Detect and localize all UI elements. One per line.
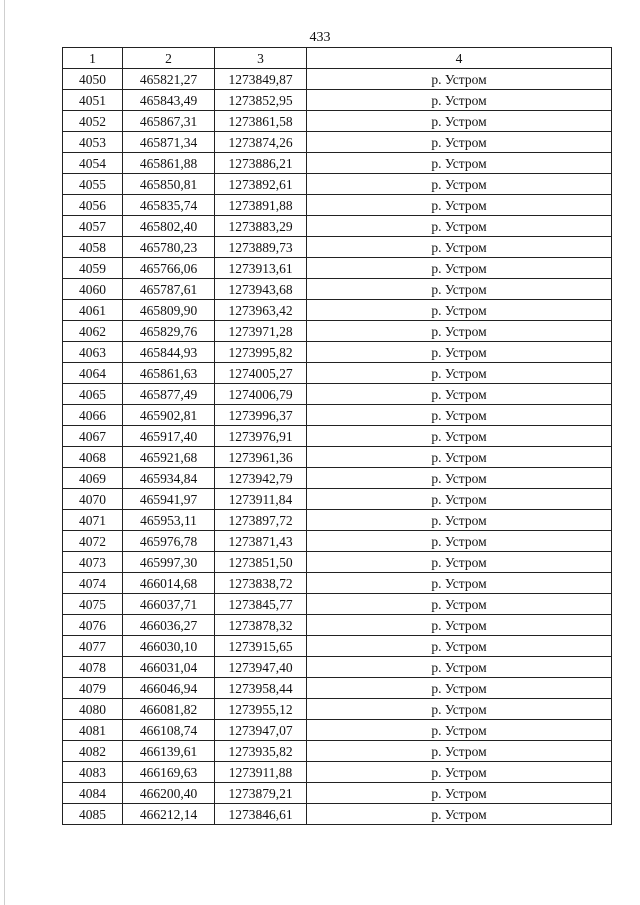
column-header-3: 3 (215, 48, 307, 69)
table-row (63, 132, 612, 153)
y-coordinate-cell: 1273878,32 (215, 615, 307, 636)
x-coordinate-cell: 465787,61 (123, 279, 215, 300)
table-row (63, 153, 612, 174)
x-coordinate-cell: 465871,34 (123, 132, 215, 153)
y-coordinate-cell: 1273935,82 (215, 741, 307, 762)
x-coordinate-cell: 465829,76 (123, 321, 215, 342)
y-coordinate-cell: 1273892,61 (215, 174, 307, 195)
y-coordinate-cell: 1273883,29 (215, 216, 307, 237)
y-coordinate-cell: 1273889,73 (215, 237, 307, 258)
description-cell: р. Устром (307, 804, 612, 825)
table-row (63, 741, 612, 762)
description-cell: р. Устром (307, 279, 612, 300)
point-number-cell: 4076 (63, 615, 123, 636)
x-coordinate-cell: 465766,06 (123, 258, 215, 279)
coordinates-table (62, 47, 612, 825)
y-coordinate-cell: 1273897,72 (215, 510, 307, 531)
table-body (63, 69, 612, 825)
column-header-1: 1 (63, 48, 123, 69)
description-cell: р. Устром (307, 657, 612, 678)
y-coordinate-cell: 1273942,79 (215, 468, 307, 489)
table-row (63, 552, 612, 573)
table-row (63, 447, 612, 468)
x-coordinate-cell: 465802,40 (123, 216, 215, 237)
table-row (63, 363, 612, 384)
point-number-cell: 4077 (63, 636, 123, 657)
y-coordinate-cell: 1273955,12 (215, 699, 307, 720)
y-coordinate-cell: 1273996,37 (215, 405, 307, 426)
table-row (63, 783, 612, 804)
description-cell: р. Устром (307, 615, 612, 636)
table-row (63, 510, 612, 531)
description-cell: р. Устром (307, 468, 612, 489)
description-cell: р. Устром (307, 111, 612, 132)
y-coordinate-cell: 1273852,95 (215, 90, 307, 111)
y-coordinate-cell: 1273913,61 (215, 258, 307, 279)
y-coordinate-cell: 1273846,61 (215, 804, 307, 825)
table-row (63, 468, 612, 489)
x-coordinate-cell: 465877,49 (123, 384, 215, 405)
table-row (63, 762, 612, 783)
x-coordinate-cell: 466014,68 (123, 573, 215, 594)
y-coordinate-cell: 1273845,77 (215, 594, 307, 615)
description-cell: р. Устром (307, 384, 612, 405)
description-cell: р. Устром (307, 720, 612, 741)
table-row (63, 237, 612, 258)
y-coordinate-cell: 1273961,36 (215, 447, 307, 468)
table-header-row (63, 48, 612, 69)
point-number-cell: 4081 (63, 720, 123, 741)
point-number-cell: 4058 (63, 237, 123, 258)
x-coordinate-cell: 465835,74 (123, 195, 215, 216)
table-row (63, 90, 612, 111)
point-number-cell: 4063 (63, 342, 123, 363)
description-cell: р. Устром (307, 321, 612, 342)
x-coordinate-cell: 466108,74 (123, 720, 215, 741)
table-row (63, 678, 612, 699)
point-number-cell: 4073 (63, 552, 123, 573)
table-row (63, 573, 612, 594)
x-coordinate-cell: 466169,63 (123, 762, 215, 783)
description-cell: р. Устром (307, 195, 612, 216)
table-row (63, 615, 612, 636)
description-cell: р. Устром (307, 741, 612, 762)
description-cell: р. Устром (307, 636, 612, 657)
point-number-cell: 4051 (63, 90, 123, 111)
y-coordinate-cell: 1273995,82 (215, 342, 307, 363)
point-number-cell: 4068 (63, 447, 123, 468)
point-number-cell: 4065 (63, 384, 123, 405)
description-cell: р. Устром (307, 90, 612, 111)
table-row (63, 384, 612, 405)
y-coordinate-cell: 1273871,43 (215, 531, 307, 552)
y-coordinate-cell: 1273947,07 (215, 720, 307, 741)
table-row (63, 594, 612, 615)
x-coordinate-cell: 465844,93 (123, 342, 215, 363)
point-number-cell: 4067 (63, 426, 123, 447)
point-number-cell: 4056 (63, 195, 123, 216)
point-number-cell: 4052 (63, 111, 123, 132)
table-row (63, 258, 612, 279)
x-coordinate-cell: 465921,68 (123, 447, 215, 468)
x-coordinate-cell: 466031,04 (123, 657, 215, 678)
x-coordinate-cell: 465934,84 (123, 468, 215, 489)
column-header-4: 4 (307, 48, 612, 69)
point-number-cell: 4080 (63, 699, 123, 720)
description-cell: р. Устром (307, 300, 612, 321)
description-cell: р. Устром (307, 783, 612, 804)
point-number-cell: 4061 (63, 300, 123, 321)
description-cell: р. Устром (307, 762, 612, 783)
table-row (63, 216, 612, 237)
description-cell: р. Устром (307, 573, 612, 594)
description-cell: р. Устром (307, 132, 612, 153)
description-cell: р. Устром (307, 489, 612, 510)
point-number-cell: 4074 (63, 573, 123, 594)
point-number-cell: 4064 (63, 363, 123, 384)
table-row (63, 699, 612, 720)
x-coordinate-cell: 465843,49 (123, 90, 215, 111)
y-coordinate-cell: 1273849,87 (215, 69, 307, 90)
table-row (63, 69, 612, 90)
x-coordinate-cell: 466081,82 (123, 699, 215, 720)
x-coordinate-cell: 466036,27 (123, 615, 215, 636)
table-row (63, 174, 612, 195)
description-cell: р. Устром (307, 531, 612, 552)
x-coordinate-cell: 465953,11 (123, 510, 215, 531)
x-coordinate-cell: 465997,30 (123, 552, 215, 573)
table-row (63, 426, 612, 447)
column-header-2: 2 (123, 48, 215, 69)
x-coordinate-cell: 466139,61 (123, 741, 215, 762)
y-coordinate-cell: 1274006,79 (215, 384, 307, 405)
table-row (63, 489, 612, 510)
y-coordinate-cell: 1273958,44 (215, 678, 307, 699)
x-coordinate-cell: 465902,81 (123, 405, 215, 426)
description-cell: р. Устром (307, 510, 612, 531)
x-coordinate-cell: 465850,81 (123, 174, 215, 195)
point-number-cell: 4075 (63, 594, 123, 615)
y-coordinate-cell: 1273911,84 (215, 489, 307, 510)
point-number-cell: 4062 (63, 321, 123, 342)
description-cell: р. Устром (307, 69, 612, 90)
point-number-cell: 4069 (63, 468, 123, 489)
point-number-cell: 4050 (63, 69, 123, 90)
point-number-cell: 4083 (63, 762, 123, 783)
description-cell: р. Устром (307, 426, 612, 447)
point-number-cell: 4071 (63, 510, 123, 531)
description-cell: р. Устром (307, 174, 612, 195)
x-coordinate-cell: 465809,90 (123, 300, 215, 321)
table-row (63, 720, 612, 741)
y-coordinate-cell: 1274005,27 (215, 363, 307, 384)
y-coordinate-cell: 1273971,28 (215, 321, 307, 342)
x-coordinate-cell: 466037,71 (123, 594, 215, 615)
x-coordinate-cell: 465867,31 (123, 111, 215, 132)
table-row (63, 300, 612, 321)
y-coordinate-cell: 1273915,65 (215, 636, 307, 657)
point-number-cell: 4053 (63, 132, 123, 153)
y-coordinate-cell: 1273943,68 (215, 279, 307, 300)
point-number-cell: 4085 (63, 804, 123, 825)
page-number: 433 (309, 30, 331, 45)
point-number-cell: 4066 (63, 405, 123, 426)
y-coordinate-cell: 1273886,21 (215, 153, 307, 174)
x-coordinate-cell: 466212,14 (123, 804, 215, 825)
table-row (63, 342, 612, 363)
x-coordinate-cell: 465821,27 (123, 69, 215, 90)
description-cell: р. Устром (307, 216, 612, 237)
description-cell: р. Устром (307, 552, 612, 573)
y-coordinate-cell: 1273879,21 (215, 783, 307, 804)
table-row (63, 636, 612, 657)
y-coordinate-cell: 1273911,88 (215, 762, 307, 783)
point-number-cell: 4054 (63, 153, 123, 174)
x-coordinate-cell: 465976,78 (123, 531, 215, 552)
point-number-cell: 4078 (63, 657, 123, 678)
table-row (63, 657, 612, 678)
y-coordinate-cell: 1273861,58 (215, 111, 307, 132)
y-coordinate-cell: 1273976,91 (215, 426, 307, 447)
description-cell: р. Устром (307, 699, 612, 720)
point-number-cell: 4082 (63, 741, 123, 762)
x-coordinate-cell: 465917,40 (123, 426, 215, 447)
description-cell: р. Устром (307, 153, 612, 174)
point-number-cell: 4072 (63, 531, 123, 552)
x-coordinate-cell: 466200,40 (123, 783, 215, 804)
x-coordinate-cell: 466046,94 (123, 678, 215, 699)
y-coordinate-cell: 1273851,50 (215, 552, 307, 573)
description-cell: р. Устром (307, 594, 612, 615)
x-coordinate-cell: 465780,23 (123, 237, 215, 258)
x-coordinate-cell: 465861,63 (123, 363, 215, 384)
description-cell: р. Устром (307, 405, 612, 426)
table-row (63, 531, 612, 552)
table-row (63, 321, 612, 342)
scan-margin-line (4, 0, 5, 905)
description-cell: р. Устром (307, 342, 612, 363)
y-coordinate-cell: 1273891,88 (215, 195, 307, 216)
point-number-cell: 4055 (63, 174, 123, 195)
table-row (63, 111, 612, 132)
y-coordinate-cell: 1273838,72 (215, 573, 307, 594)
point-number-cell: 4079 (63, 678, 123, 699)
point-number-cell: 4070 (63, 489, 123, 510)
x-coordinate-cell: 466030,10 (123, 636, 215, 657)
x-coordinate-cell: 465861,88 (123, 153, 215, 174)
description-cell: р. Устром (307, 237, 612, 258)
x-coordinate-cell: 465941,97 (123, 489, 215, 510)
table-row (63, 195, 612, 216)
y-coordinate-cell: 1273874,26 (215, 132, 307, 153)
point-number-cell: 4059 (63, 258, 123, 279)
description-cell: р. Устром (307, 258, 612, 279)
point-number-cell: 4060 (63, 279, 123, 300)
description-cell: р. Устром (307, 678, 612, 699)
description-cell: р. Устром (307, 447, 612, 468)
y-coordinate-cell: 1273947,40 (215, 657, 307, 678)
point-number-cell: 4084 (63, 783, 123, 804)
description-cell: р. Устром (307, 363, 612, 384)
table-row (63, 804, 612, 825)
table-row (63, 405, 612, 426)
y-coordinate-cell: 1273963,42 (215, 300, 307, 321)
table-row (63, 279, 612, 300)
point-number-cell: 4057 (63, 216, 123, 237)
